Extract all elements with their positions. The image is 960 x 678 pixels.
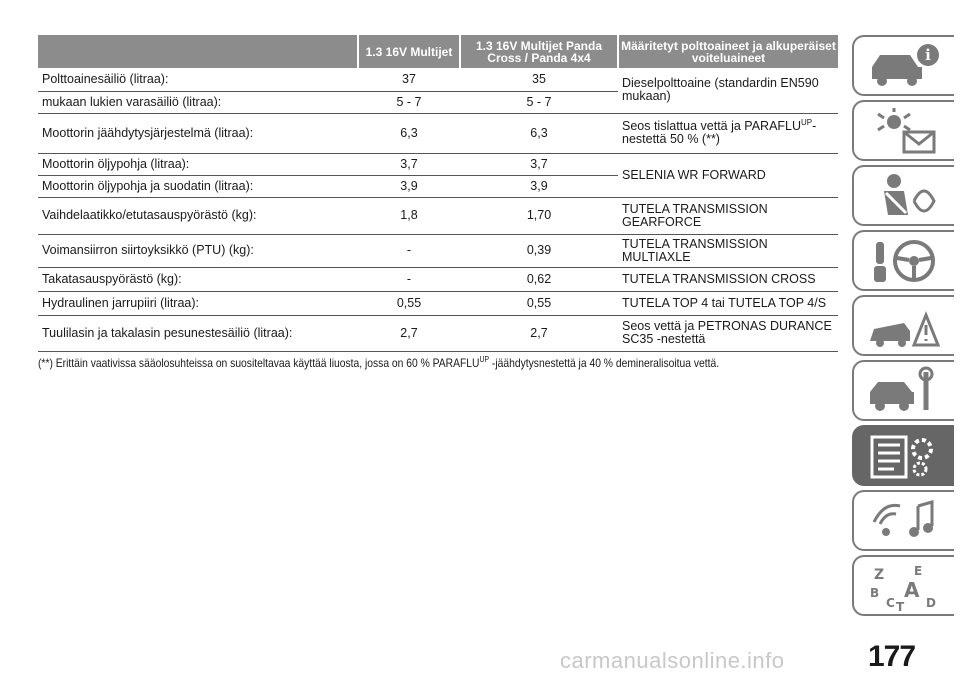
table-row [38,153,838,175]
svg-text:Z: Z [874,566,885,583]
value-cell: 1,70 [460,197,618,234]
tab-maintenance[interactable] [852,360,954,421]
value-cell: 2,7 [358,315,460,351]
value-cell: 1,8 [358,197,460,234]
value-cell: 37 [358,68,460,91]
svg-text:E: E [914,563,923,578]
value-cell: 0,39 [460,234,618,267]
fuel-cell: SELENIA WR FORWARD [618,153,838,197]
emergency-icon [864,301,944,351]
table-row [38,234,838,267]
tab-emergency[interactable] [852,295,954,356]
table-row [38,315,838,351]
footnote-text-a: (**) Erittäin vaativissa sääolosuhteissa on suositeltavaa käyttää liuosta, jossa on 60 % PARAFLU [38,356,480,370]
svg-text:T: T [896,599,905,611]
table-row [38,291,838,315]
fuel-text-b: - [812,119,817,133]
tab-technical-data[interactable] [852,425,954,486]
fuel-cell: Seos vettä ja PETRONAS DURANCE SC35 -nestettä [618,315,838,351]
svg-text:i: i [925,45,931,64]
value-cell: 2,7 [460,315,618,351]
component-cell: Hydraulinen jarrupiiri (litraa): [38,291,358,315]
table-row [38,68,838,91]
svg-text:B: B [870,585,880,600]
value-cell: 3,9 [358,175,460,197]
page-number: 177 [868,640,916,673]
value-cell: 35 [460,68,618,91]
svg-text:C: C [886,595,895,610]
value-cell: 3,7 [460,153,618,175]
tab-index[interactable] [852,555,954,616]
value-cell: 5 - 7 [460,91,618,113]
value-cell: 0,62 [460,267,618,291]
table-row [38,267,838,291]
fuel-cell [618,113,838,153]
header-engine-multijet: 1.3 16V Multijet [358,35,460,68]
fuel-cell: TUTELA TRANSMISSION CROSS [618,267,838,291]
tab-car-info[interactable] [852,35,954,96]
capacities-table [38,35,838,352]
car-info-icon [864,41,944,91]
tab-warning-lights[interactable] [852,100,954,161]
fuel-text-a: Seos tislattua vettä ja PARAFLU [622,119,802,133]
component-cell: Moottorin öljypohja (litraa): [38,153,358,175]
tab-safety[interactable] [852,165,954,226]
value-cell: 6,3 [460,113,618,153]
safety-airbag-icon [864,171,944,221]
component-cell: Tuulilasin ja takalasin pesunestesäiliö (litraa): [38,315,358,351]
value-cell: 3,7 [358,153,460,175]
index-icon [864,561,944,611]
value-cell: 3,9 [460,175,618,197]
fuel-cell: TUTELA TOP 4 tai TUTELA TOP 4/S [618,291,838,315]
tab-starting-driving[interactable] [852,230,954,291]
warning-lights-icon [864,106,944,156]
fuel-cell: TUTELA TRANSMISSION MULTIAXLE [618,234,838,267]
value-cell: - [358,267,460,291]
component-cell: Voimansiirron siirtoyksikkö (PTU) (kg): [38,234,358,267]
value-cell: 5 - 7 [358,91,460,113]
component-cell: Takatasauspyörästö (kg): [38,267,358,291]
component-cell: mukaan lukien varasäiliö (litraa): [38,91,358,113]
value-cell: 0,55 [358,291,460,315]
capacities-table-wrap [38,35,838,352]
footnote-text-b: -jäähdytysnestettä ja 40 % demineralisoitua vettä. [489,356,720,370]
fuel-cell: TUTELA TRANSMISSION GEARFORCE [618,197,838,234]
table-row [38,113,838,153]
multimedia-icon [864,496,944,546]
value-cell: 0,55 [460,291,618,315]
table-row [38,197,838,234]
value-cell: 6,3 [358,113,460,153]
svg-text:A: A [904,577,920,602]
chapter-tabs [852,35,954,620]
fuel-cell: Dieselpolttoaine (standardin EN590 mukaan) [618,68,838,113]
maintenance-icon [864,366,944,416]
tab-multimedia[interactable] [852,490,954,551]
header-blank [38,35,358,68]
header-fuels-lubricants: Määritetyt polttoaineet ja alkuperäiset voiteluaineet [618,35,838,68]
fuel-superscript: UP [801,117,813,127]
footnote [38,356,726,370]
header-engine-panda-cross: 1.3 16V Multijet Panda Cross / Panda 4x4 [460,35,618,68]
value-cell: - [358,234,460,267]
component-cell: Vaihdelaatikko/etutasauspyörästö (kg): [38,197,358,234]
component-cell: Polttoainesäiliö (litraa): [38,68,358,91]
footnote-superscript: UP [479,355,490,364]
table-header-row [38,35,838,68]
technical-data-icon [864,431,944,481]
component-cell: Moottorin öljypohja ja suodatin (litraa): [38,175,358,197]
starting-driving-icon [864,236,944,286]
svg-text:D: D [926,595,936,610]
fuel-text-c: nestettä 50 % (**) [622,132,720,146]
component-cell: Moottorin jäähdytysjärjestelmä (litraa): [38,113,358,153]
watermark: carmanualsonline.info [560,648,785,673]
